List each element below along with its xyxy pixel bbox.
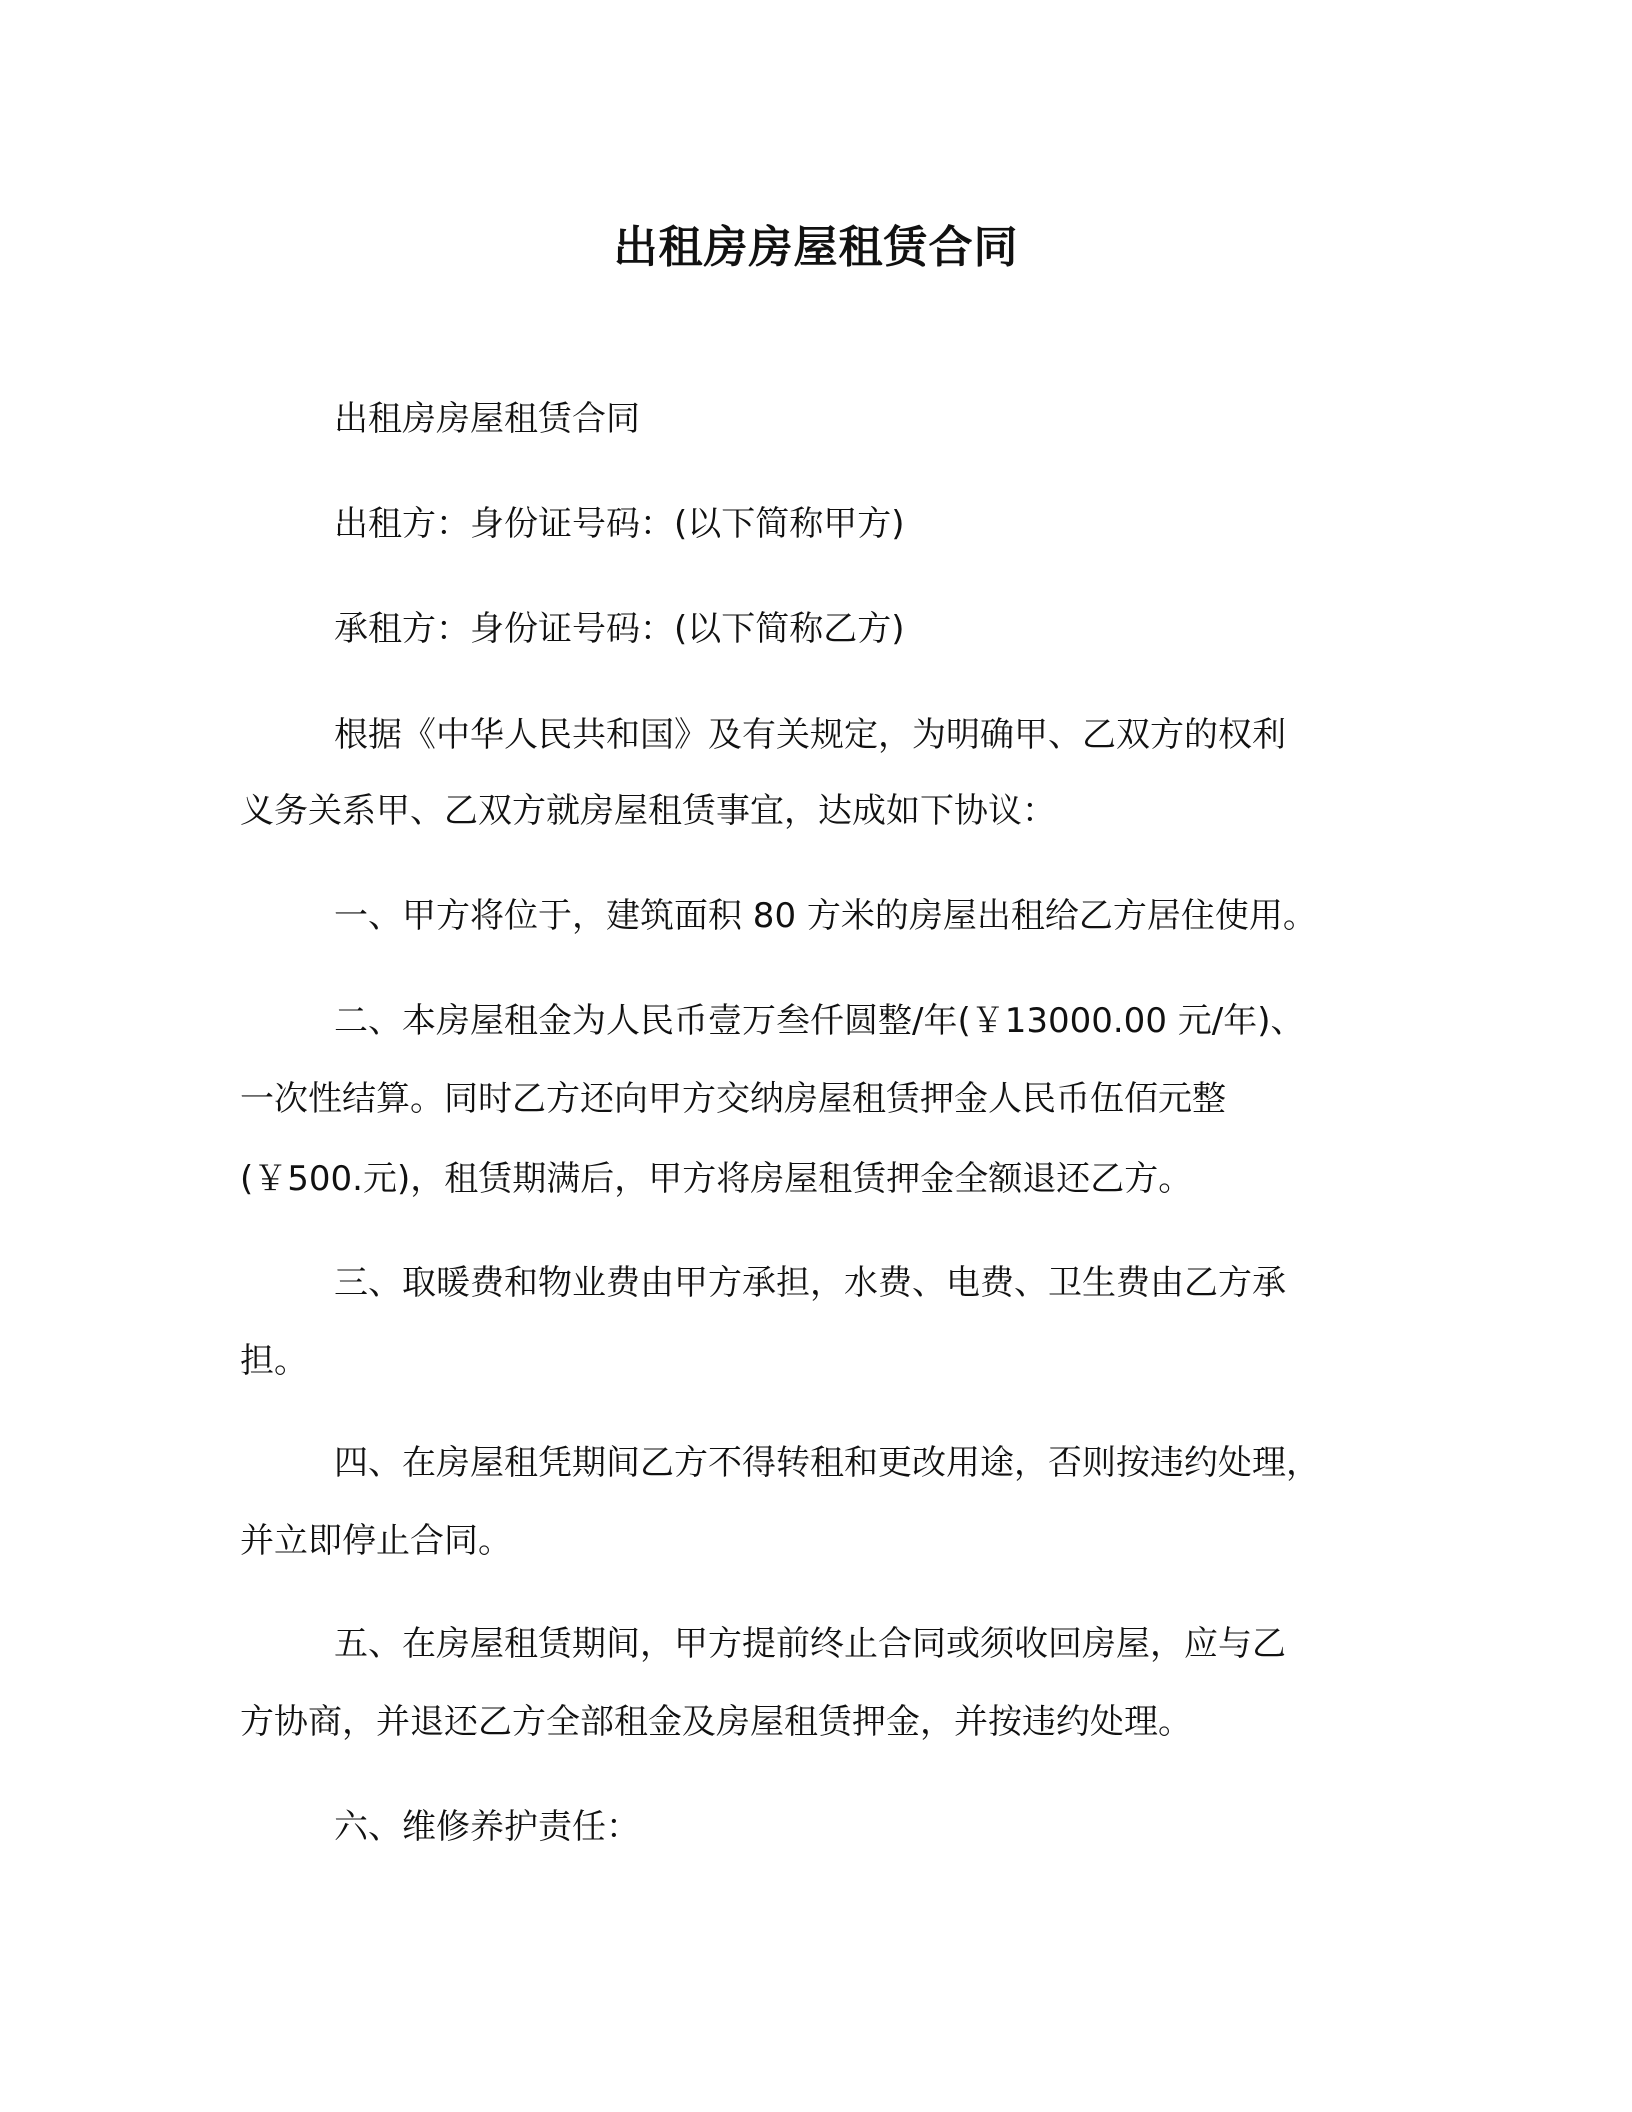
- body-line: 义务关系甲、乙双方就房屋租赁事宜，达成如下协议：: [240, 791, 1056, 831]
- body-line: 根据《中华人民共和国》及有关规定，为明确甲、乙双方的权利: [334, 715, 1286, 755]
- body-line: 四、在房屋租凭期间乙方不得转租和更改用途，否则按违约处理，: [334, 1443, 1320, 1483]
- body-line: 一、甲方将位于，建筑面积 80 方米的房屋出租给乙方居住使用。: [334, 896, 1317, 936]
- body-line: 五、在房屋租赁期间，甲方提前终止合同或须收回房屋，应与乙: [334, 1624, 1286, 1664]
- body-line: 出租房房屋租赁合同: [334, 399, 640, 439]
- body-line: 承租方：身份证号码：(以下简称乙方): [334, 609, 905, 649]
- document-title: 出租房房屋租赁合同: [613, 222, 1019, 273]
- body-line: 方协商，并退还乙方全部租金及房屋租赁押金，并按违约处理。: [240, 1702, 1192, 1742]
- body-line: 三、取暖费和物业费由甲方承担，水费、电费、卫生费由乙方承: [334, 1263, 1286, 1303]
- body-line: 一次性结算。同时乙方还向甲方交纳房屋租赁押金人民币伍佰元整: [240, 1079, 1226, 1119]
- body-line: 出租方：身份证号码：(以下简称甲方): [334, 504, 905, 544]
- body-line: 担。: [240, 1341, 308, 1381]
- body-line: 并立即停止合同。: [240, 1521, 512, 1561]
- body-line: (￥500.元)，租赁期满后，甲方将房屋租赁押金全额退还乙方。: [240, 1159, 1193, 1199]
- body-line: 二、本房屋租金为人民币壹万叁仟圆整/年(￥13000.00 元/年)、: [334, 1001, 1305, 1041]
- body-line: 六、维修养护责任：: [334, 1807, 640, 1847]
